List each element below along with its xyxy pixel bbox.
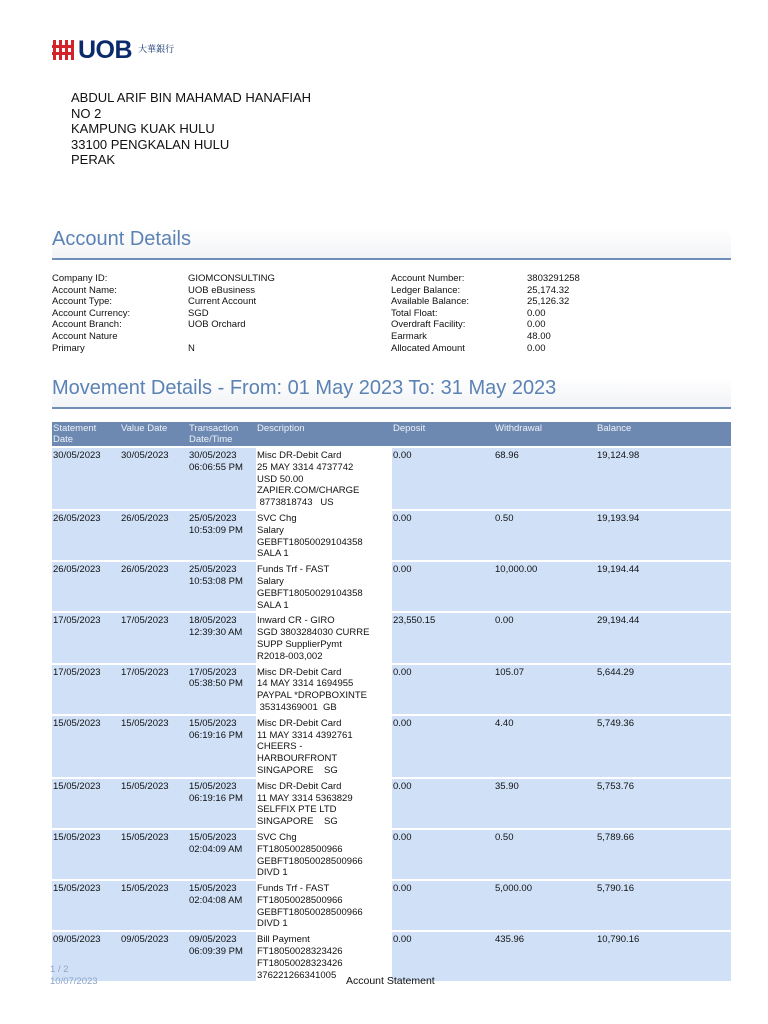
column-header: Statement Date	[52, 422, 120, 447]
cell-statement-date: 15/05/2023	[52, 778, 120, 829]
column-header: Withdrawal	[494, 422, 596, 447]
movement-details-title: Movement Details - From: 01 May 2023 To: 31 May 2023	[52, 377, 557, 399]
cell-statement-date: 17/05/2023	[52, 612, 120, 663]
column-header: Deposit	[392, 422, 494, 447]
print-date: 10/07/2023	[50, 976, 98, 987]
address-line: KAMPUNG KUAK HULU	[71, 121, 215, 136]
cell-value-date: 15/05/2023	[120, 829, 188, 880]
cell-value-date: 17/05/2023	[120, 612, 188, 663]
detail-label: Ledger Balance:	[391, 284, 461, 296]
cell-value-date: 09/05/2023	[120, 931, 188, 981]
cell-statement-date: 09/05/2023	[52, 931, 120, 981]
uob-logo-icon	[52, 39, 74, 61]
table-row	[52, 664, 731, 715]
detail-label: Account Type:	[52, 296, 113, 308]
cell-deposit: 0.00	[392, 447, 494, 510]
cell-withdrawal: 35.90	[494, 778, 596, 829]
detail-label: Account Currency:	[52, 307, 131, 319]
cell-balance: 5,789.66	[596, 829, 731, 880]
column-header: Value Date	[120, 422, 188, 447]
detail-label: Primary	[52, 342, 85, 354]
table-row	[52, 778, 731, 829]
table-row	[52, 715, 731, 778]
table-row	[52, 829, 731, 880]
table-row	[52, 510, 731, 561]
table-row	[52, 880, 731, 931]
cell-value-date: 17/05/2023	[120, 664, 188, 715]
cell-deposit: 0.00	[392, 664, 494, 715]
detail-label: Overdraft Facility:	[391, 319, 466, 331]
section-divider	[52, 258, 731, 260]
movement-table	[52, 422, 731, 981]
cell-value-date: 26/05/2023	[120, 510, 188, 561]
cell-balance: 19,124.98	[596, 447, 731, 510]
cell-description: SVC Chg Salary GEBFT18050029104358 SALA 1	[256, 510, 392, 561]
cell-balance: 10,790.16	[596, 931, 731, 981]
cell-balance: 19,193.94	[596, 510, 731, 561]
cell-withdrawal: 10,000.00	[494, 561, 596, 612]
cell-deposit: 0.00	[392, 510, 494, 561]
detail-value: SGD	[188, 307, 209, 319]
cell-withdrawal: 105.07	[494, 664, 596, 715]
detail-value	[188, 331, 275, 343]
detail-label: Total Float:	[391, 307, 438, 319]
customer-name: ABDUL ARIF BIN MAHAMAD HANAFIAH	[71, 90, 312, 105]
cell-description: Funds Trf - FAST FT18050028500966 GEBFT18050028500966 DIVD 1	[256, 880, 392, 931]
cell-transaction-datetime: 25/05/2023 10:53:09 PM	[188, 510, 256, 561]
account-details-title: Account Details	[52, 228, 191, 250]
cell-deposit: 23,550.15	[392, 612, 494, 663]
cell-description: Misc DR-Debit Card 25 MAY 3314 4737742 USD 50.00 ZAPIER.COM/CHARGE 8773818743 US	[256, 447, 392, 510]
cell-withdrawal: 0.50	[494, 829, 596, 880]
cell-withdrawal: 0.00	[494, 612, 596, 663]
cell-statement-date: 30/05/2023	[52, 447, 120, 510]
table-header-row	[52, 422, 731, 447]
detail-label: Available Balance:	[391, 296, 469, 308]
details-left-values	[188, 273, 275, 354]
customer-address	[71, 90, 311, 168]
cell-transaction-datetime: 09/05/2023 06:09:39 PM	[188, 931, 256, 981]
detail-value: GIOMCONSULTING	[188, 273, 275, 284]
cell-transaction-datetime: 30/05/2023 06:06:55 PM	[188, 447, 256, 510]
section-divider	[52, 407, 731, 409]
detail-label: Account Nature	[52, 330, 118, 342]
cell-statement-date: 15/05/2023	[52, 715, 120, 778]
cell-description: Misc DR-Debit Card 11 MAY 3314 4392761 CHEERS - HARBOURFRONT SINGAPORE SG	[256, 715, 392, 778]
detail-value: 0.00	[527, 342, 546, 354]
detail-value: UOB Orchard	[188, 319, 246, 331]
detail-label: Company ID:	[52, 273, 108, 284]
cell-deposit: 0.00	[392, 931, 494, 981]
cell-withdrawal: 435.96	[494, 931, 596, 981]
cell-value-date: 15/05/2023	[120, 715, 188, 778]
page-number: 1 / 2	[50, 964, 69, 975]
cell-value-date: 30/05/2023	[120, 447, 188, 510]
table-row	[52, 931, 731, 981]
cell-balance: 29,194.44	[596, 612, 731, 663]
detail-value: Current Account	[188, 296, 257, 308]
detail-value: 0.00	[527, 307, 546, 319]
cell-deposit: 0.00	[392, 561, 494, 612]
cell-transaction-datetime: 15/05/2023 02:04:09 AM	[188, 829, 256, 880]
cell-transaction-datetime: 25/05/2023 10:53:08 PM	[188, 561, 256, 612]
detail-label: Account Branch:	[52, 319, 122, 331]
cell-deposit: 0.00	[392, 829, 494, 880]
detail-label: Allocated Amount	[391, 342, 465, 354]
detail-value: 25,126.32	[527, 296, 570, 308]
detail-value: UOB eBusiness	[188, 284, 256, 296]
cell-statement-date: 17/05/2023	[52, 664, 120, 715]
cell-balance: 5,749.36	[596, 715, 731, 778]
cell-statement-date: 26/05/2023	[52, 510, 120, 561]
cell-withdrawal: 5,000.00	[494, 880, 596, 931]
detail-value: N	[188, 342, 195, 354]
column-header: Transaction Date/Time	[188, 422, 256, 447]
detail-value: 25,174.32	[527, 284, 570, 296]
detail-value: 48.00	[527, 330, 551, 342]
cell-description: Misc DR-Debit Card 14 MAY 3314 1694955 PAYPAL *DROPBOXINTE 35314369001 GB	[256, 664, 392, 715]
cell-balance: 5,790.16	[596, 880, 731, 931]
table-row	[52, 561, 731, 612]
logo-brand: UOB	[78, 36, 133, 64]
cell-balance: 19,194.44	[596, 561, 731, 612]
cell-deposit: 0.00	[392, 880, 494, 931]
cell-value-date: 26/05/2023	[120, 561, 188, 612]
cell-transaction-datetime: 18/05/2023 12:39:30 AM	[188, 612, 256, 663]
cell-description: Inward CR - GIRO SGD 3803284030 CURRE SUPP SupplierPymt R2018-003,002	[256, 612, 392, 663]
details-right-labels	[391, 273, 469, 354]
address-line: PERAK	[71, 152, 116, 167]
cell-value-date: 15/05/2023	[120, 778, 188, 829]
cell-statement-date: 26/05/2023	[52, 561, 120, 612]
detail-label: Account Number:	[391, 273, 465, 284]
column-header: Balance	[596, 422, 731, 447]
cell-withdrawal: 4.40	[494, 715, 596, 778]
cell-deposit: 0.00	[392, 778, 494, 829]
footer-label: Account Statement	[346, 975, 435, 987]
detail-value: 3803291258	[527, 273, 580, 284]
cell-transaction-datetime: 15/05/2023 06:19:16 PM	[188, 778, 256, 829]
cell-statement-date: 15/05/2023	[52, 829, 120, 880]
cell-value-date: 15/05/2023	[120, 880, 188, 931]
logo-chinese: 大華銀行	[138, 45, 175, 55]
cell-withdrawal: 68.96	[494, 447, 596, 510]
cell-deposit: 0.00	[392, 715, 494, 778]
cell-transaction-datetime: 17/05/2023 05:38:50 PM	[188, 664, 256, 715]
detail-value: 0.00	[527, 319, 546, 331]
cell-description: Funds Trf - FAST Salary GEBFT18050029104358 SALA 1	[256, 561, 392, 612]
uob-logo	[52, 38, 174, 62]
details-left-labels	[52, 273, 130, 354]
cell-statement-date: 15/05/2023	[52, 880, 120, 931]
address-line: NO 2	[71, 105, 102, 121]
cell-transaction-datetime: 15/05/2023 02:04:08 AM	[188, 880, 256, 931]
details-right-values	[527, 273, 580, 354]
detail-label: Account Name:	[52, 284, 117, 296]
column-header: Description	[256, 422, 392, 447]
cell-withdrawal: 0.50	[494, 510, 596, 561]
table-row	[52, 612, 731, 663]
cell-description: Bill Payment FT18050028323426 FT18050028323426 376221266341005	[256, 931, 392, 981]
cell-transaction-datetime: 15/05/2023 06:19:16 PM	[188, 715, 256, 778]
cell-balance: 5,753.76	[596, 778, 731, 829]
cell-description: SVC Chg FT18050028500966 GEBFT18050028500966 DIVD 1	[256, 829, 392, 880]
cell-balance: 5,644.29	[596, 664, 731, 715]
cell-description: Misc DR-Debit Card 11 MAY 3314 5363829 SELFFIX PTE LTD SINGAPORE SG	[256, 778, 392, 829]
table-row	[52, 447, 731, 510]
detail-label: Earmark	[391, 330, 427, 342]
address-line: 33100 PENGKALAN HULU	[71, 136, 230, 152]
